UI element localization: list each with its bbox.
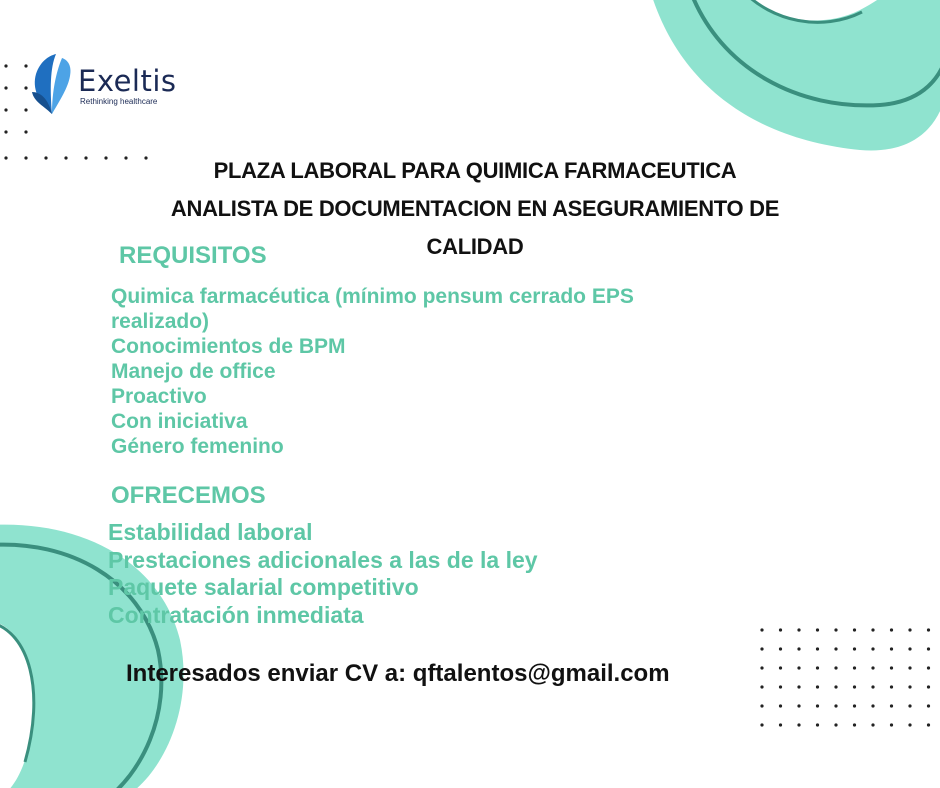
decor-dot: [853, 628, 856, 631]
decor-dot: [24, 108, 27, 111]
title-line-3: CALIDAD: [426, 234, 524, 259]
decor-dot: [834, 628, 837, 631]
decor-dot: [760, 647, 763, 650]
decor-dot: [908, 666, 911, 669]
list-item: Conocimientos de BPM: [111, 335, 346, 358]
decor-dot: [871, 647, 874, 650]
decor-dot: [4, 86, 7, 89]
decor-dot: [871, 666, 874, 669]
decor-dot: [834, 666, 837, 669]
decor-dot: [24, 156, 27, 159]
decor-dot: [908, 685, 911, 688]
decor-dot: [927, 704, 930, 707]
decor-dot: [853, 666, 856, 669]
bottom-right-dot-pattern: [760, 628, 930, 726]
title-line-2: ANALISTA DE DOCUMENTACION EN ASEGURAMIENTO DE: [170, 196, 780, 221]
decor-dot: [834, 723, 837, 726]
list-item: Quimica farmacéutica (mínimo pensum cerrado EPS: [111, 285, 634, 308]
decor-dot: [4, 64, 7, 67]
decor-dot: [890, 628, 893, 631]
decor-dot: [4, 130, 7, 133]
decor-dot: [908, 704, 911, 707]
list-item: Género femenino: [111, 435, 284, 458]
decor-dot: [871, 628, 874, 631]
decor-dot: [927, 685, 930, 688]
decor-dot: [816, 666, 819, 669]
decor-dot: [834, 647, 837, 650]
decor-dot: [779, 666, 782, 669]
butterfly-logo-icon: [30, 52, 74, 118]
ofrecemos-list: [108, 519, 538, 629]
requisitos-heading: REQUISITOS: [119, 242, 267, 269]
decor-dot: [853, 723, 856, 726]
decor-dot: [816, 704, 819, 707]
decor-dot: [816, 723, 819, 726]
decor-dot: [890, 685, 893, 688]
list-item: Con iniciativa: [111, 410, 248, 433]
decor-dot: [779, 685, 782, 688]
exeltis-logo: [30, 52, 177, 118]
decor-dot: [84, 156, 87, 159]
decor-dot: [927, 628, 930, 631]
decor-dot: [816, 628, 819, 631]
decor-dot: [797, 723, 800, 726]
decor-dot: [760, 666, 763, 669]
decor-dot: [908, 628, 911, 631]
decor-dot: [797, 685, 800, 688]
decor-dot: [24, 130, 27, 133]
decor-dot: [797, 704, 800, 707]
decor-dot: [760, 704, 763, 707]
decor-dot: [908, 723, 911, 726]
decor-dot: [760, 723, 763, 726]
decor-dot: [4, 156, 7, 159]
decor-dot: [4, 108, 7, 111]
decor-dot: [779, 704, 782, 707]
decor-dot: [890, 647, 893, 650]
decor-dot: [779, 647, 782, 650]
brand-tagline: Rethinking healthcare: [80, 96, 158, 106]
title-line-1: PLAZA LABORAL PARA QUIMICA FARMACEUTICA: [213, 158, 737, 183]
decor-dot: [760, 685, 763, 688]
decor-dot: [890, 704, 893, 707]
decor-dot: [24, 64, 27, 67]
decor-dot: [927, 723, 930, 726]
decor-dot: [853, 647, 856, 650]
top-right-leaf-shape: [650, 0, 940, 150]
decor-dot: [834, 704, 837, 707]
decor-dot: [797, 647, 800, 650]
decor-dot: [779, 723, 782, 726]
decor-dot: [853, 685, 856, 688]
decor-dot: [64, 156, 67, 159]
decor-dot: [816, 685, 819, 688]
decor-dot: [44, 156, 47, 159]
list-item: Prestaciones adicionales a las de la ley: [108, 546, 538, 573]
decor-dot: [779, 628, 782, 631]
decor-dot: [927, 666, 930, 669]
contact-line: Interesados enviar CV a: qftalentos@gmail.com: [126, 660, 670, 687]
requisitos-list: [111, 284, 751, 459]
decor-dot: [797, 666, 800, 669]
decor-dot: [908, 647, 911, 650]
decor-dot: [871, 685, 874, 688]
decor-dot: [797, 628, 800, 631]
list-item: Contratación inmediata: [108, 601, 364, 628]
list-item: Manejo de office: [111, 360, 276, 383]
brand-name: Exeltis: [78, 63, 177, 98]
ofrecemos-heading: OFRECEMOS: [111, 482, 266, 509]
decor-dot: [816, 647, 819, 650]
decor-dot: [927, 647, 930, 650]
decor-dot: [871, 723, 874, 726]
decor-dot: [834, 685, 837, 688]
decor-dot: [760, 628, 763, 631]
decor-dot: [890, 666, 893, 669]
list-item: Estabilidad laboral: [108, 519, 313, 545]
decor-dot: [853, 704, 856, 707]
decor-dot: [24, 86, 27, 89]
list-item: realizado): [111, 310, 210, 333]
list-item: Proactivo: [111, 385, 207, 408]
decor-dot: [890, 723, 893, 726]
list-item: Paquete salarial competitivo: [108, 574, 419, 600]
decor-dot: [871, 704, 874, 707]
